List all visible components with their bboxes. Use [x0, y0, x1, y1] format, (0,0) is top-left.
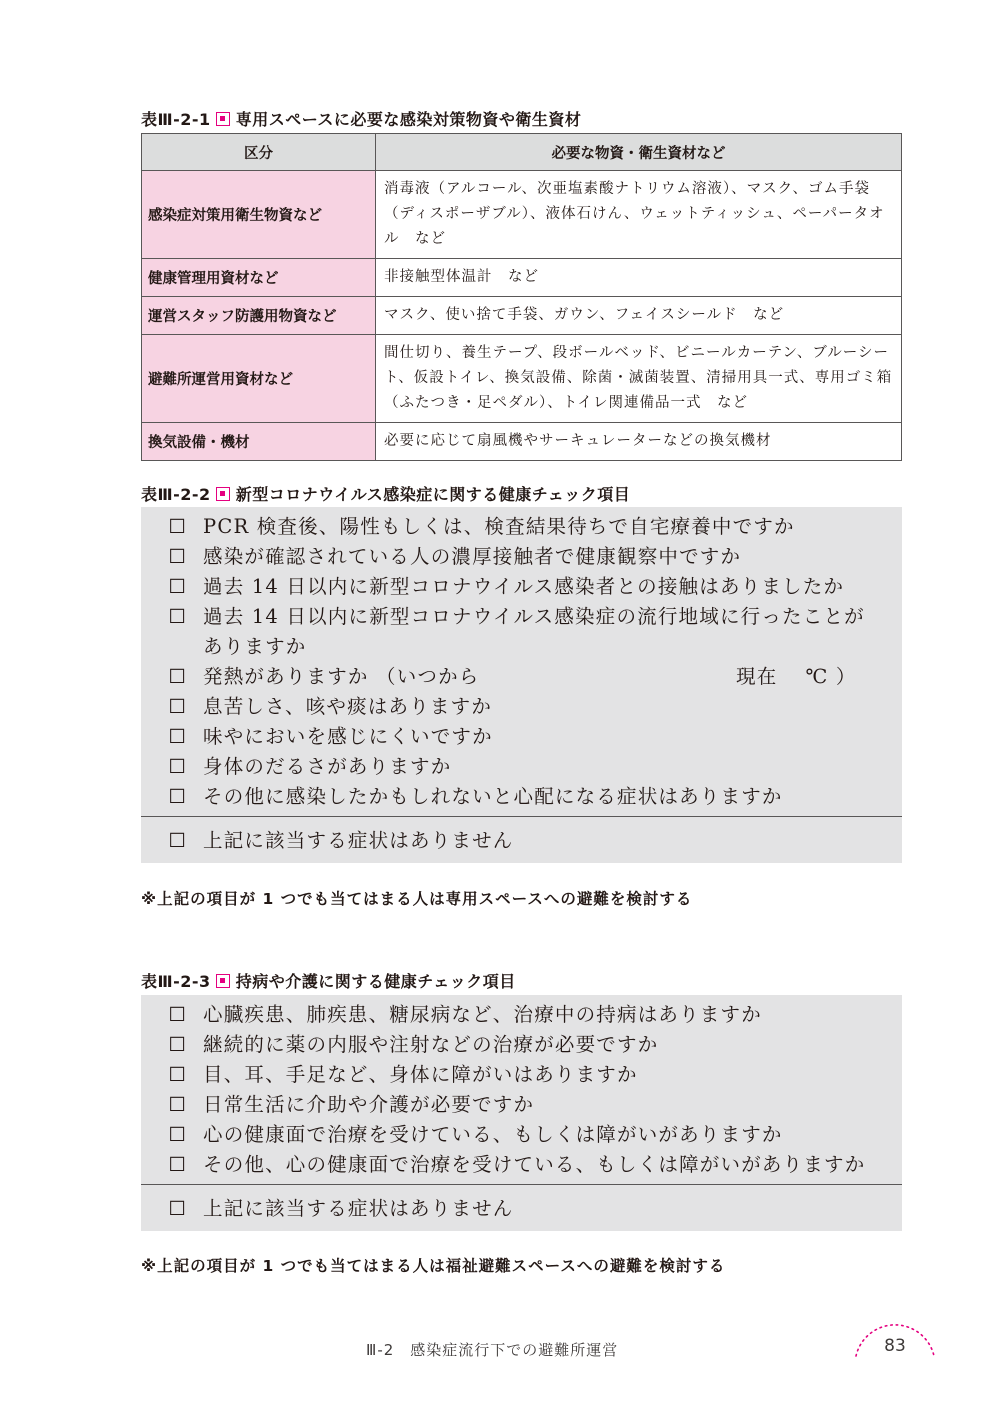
- list-item[interactable]: [141, 692, 902, 722]
- item-text: PCR 検査後、陽性もしくは、検査結果待ちで自宅療養中ですか: [203, 515, 795, 538]
- list-item[interactable]: [141, 572, 902, 602]
- header-category: 区分: [142, 134, 376, 171]
- caption-square-icon: [216, 487, 230, 501]
- row-category: 健康管理用資材など: [142, 259, 376, 297]
- fever-current-temp: 現在 ℃ ）: [736, 665, 857, 688]
- item-text: 心臓疾患、肺疾患、糖尿病など、治療中の持病はありますか: [203, 1003, 762, 1026]
- list-item[interactable]: [141, 602, 902, 662]
- checkbox-icon[interactable]: ☐: [168, 1197, 187, 1220]
- item-text: 過去 14 日以内に新型コロナウイルス感染症の流行地域に行ったことがありますか: [203, 605, 865, 658]
- table2-caption: [141, 482, 630, 505]
- item-text: [203, 662, 902, 692]
- item-text: 日常生活に介助や介護が必要ですか: [203, 1093, 535, 1116]
- table1-caption-label: 表Ⅲ-2-1: [141, 110, 211, 129]
- list-item[interactable]: [141, 542, 902, 572]
- item-text: 息苦しさ、咳や痰はありますか: [203, 695, 493, 718]
- checkbox-icon[interactable]: ☐: [168, 1153, 187, 1176]
- checkbox-icon[interactable]: ☐: [168, 725, 187, 748]
- table-row: [142, 259, 902, 297]
- list-item-none[interactable]: [141, 1194, 902, 1224]
- item-text: 目、耳、手足など、身体に障がいはありますか: [203, 1063, 638, 1086]
- list-item[interactable]: [141, 512, 902, 542]
- checkbox-icon[interactable]: ☐: [168, 605, 187, 628]
- item-text: 上記に該当する症状はありません: [203, 1197, 514, 1220]
- item-text: 上記に該当する症状はありません: [203, 829, 514, 852]
- row-items: 消毒液（アルコール、次亜塩素酸ナトリウム溶液）、マスク、ゴム手袋（ディスポーザブル）、液体石けん、ウェットティッシュ、ペーパータオル など: [376, 171, 902, 259]
- table-row: [142, 335, 902, 423]
- item-text: 身体のだるさがありますか: [203, 755, 452, 778]
- checkbox-icon[interactable]: ☐: [168, 755, 187, 778]
- chronic-care-checklist: [141, 995, 902, 1231]
- list-item-none[interactable]: [141, 826, 902, 856]
- footer-section-title: Ⅲ-2 感染症流行下での避難所運営: [366, 1341, 619, 1359]
- checkbox-icon[interactable]: ☐: [168, 515, 187, 538]
- checkbox-icon[interactable]: ☐: [168, 1063, 187, 1086]
- checkbox-icon[interactable]: ☐: [168, 575, 187, 598]
- checkbox-icon[interactable]: ☐: [168, 1003, 187, 1026]
- supplies-table: [141, 133, 902, 461]
- table-row: [142, 297, 902, 335]
- fever-question: 発熱がありますか （いつから: [203, 665, 480, 688]
- checkbox-icon[interactable]: ☐: [168, 785, 187, 808]
- item-text: 感染が確認されている人の濃厚接触者で健康観察中ですか: [203, 545, 742, 568]
- row-category: 避難所運営用資材など: [142, 335, 376, 423]
- item-text: 味やにおいを感じにくいですか: [203, 725, 493, 748]
- covid-checklist: [141, 507, 902, 863]
- item-text: その他、心の健康面で治療を受けている、もしくは障がいがありますか: [203, 1153, 866, 1176]
- checkbox-icon[interactable]: ☐: [168, 545, 187, 568]
- checkbox-icon[interactable]: ☐: [168, 1033, 187, 1056]
- row-category: 感染症対策用衛生物資など: [142, 171, 376, 259]
- checkbox-icon[interactable]: ☐: [168, 665, 187, 688]
- item-text: その他に感染したかもしれないと心配になる症状はありますか: [203, 785, 783, 808]
- item-text: 継続的に薬の内服や注射などの治療が必要ですか: [203, 1033, 659, 1056]
- table3-caption: [141, 969, 516, 992]
- table2-caption-title: 新型コロナウイルス感染症に関する健康チェック項目: [235, 485, 631, 504]
- list-item[interactable]: [141, 1150, 902, 1180]
- table1-caption-title: 専用スペースに必要な感染対策物資や衛生資材: [235, 110, 582, 129]
- table-row: [142, 423, 902, 461]
- table2-caption-label: 表Ⅲ-2-2: [141, 485, 211, 504]
- row-items: 必要に応じて扇風機やサーキュレーターなどの換気機材: [376, 423, 902, 461]
- list-item[interactable]: [141, 722, 902, 752]
- table2-note: ※上記の項目が 1 つでも当てはまる人は専用スペースへの避難を検討する: [141, 890, 693, 908]
- checkbox-icon[interactable]: ☐: [168, 1093, 187, 1116]
- table-row: [142, 171, 902, 259]
- checkbox-icon[interactable]: ☐: [168, 695, 187, 718]
- list-item[interactable]: [141, 1120, 902, 1150]
- checkbox-icon[interactable]: ☐: [168, 1123, 187, 1146]
- caption-square-icon: [216, 112, 230, 126]
- header-items: 必要な物資・衛生資材など: [376, 134, 902, 171]
- list-item[interactable]: [141, 1030, 902, 1060]
- caption-square-icon: [216, 974, 230, 988]
- page-number: 83: [884, 1336, 906, 1356]
- row-items: マスク、使い捨て手袋、ガウン、フェイスシールド など: [376, 297, 902, 335]
- table3-caption-label: 表Ⅲ-2-3: [141, 972, 211, 991]
- list-item[interactable]: [141, 752, 902, 782]
- row-category: 運営スタッフ防護用物資など: [142, 297, 376, 335]
- row-category: 換気設備・機材: [142, 423, 376, 461]
- table3-caption-title: 持病や介護に関する健康チェック項目: [235, 972, 516, 991]
- item-text: 過去 14 日以内に新型コロナウイルス感染者との接触はありましたか: [203, 575, 845, 598]
- row-items: 非接触型体温計 など: [376, 259, 902, 297]
- list-item[interactable]: [141, 1060, 902, 1090]
- row-items: 間仕切り、養生テープ、段ボールベッド、ビニールカーテン、ブルーシート、仮設トイレ、換気設備、除菌・滅菌装置、清掃用具一式、専用ゴミ箱（ふたつき・足ペダル）、トイレ関連備品一式 など: [376, 335, 902, 423]
- table1-caption: [141, 107, 581, 130]
- list-item-fever[interactable]: [141, 662, 902, 692]
- item-text: 心の健康面で治療を受けている、もしくは障がいがありますか: [203, 1123, 783, 1146]
- table3-note: ※上記の項目が 1 つでも当てはまる人は福祉避難スペースへの避難を検討する: [141, 1257, 726, 1275]
- list-item[interactable]: [141, 1090, 902, 1120]
- checkbox-icon[interactable]: ☐: [168, 829, 187, 852]
- table-header-row: [142, 134, 902, 171]
- list-item[interactable]: [141, 1000, 902, 1030]
- list-item[interactable]: [141, 782, 902, 812]
